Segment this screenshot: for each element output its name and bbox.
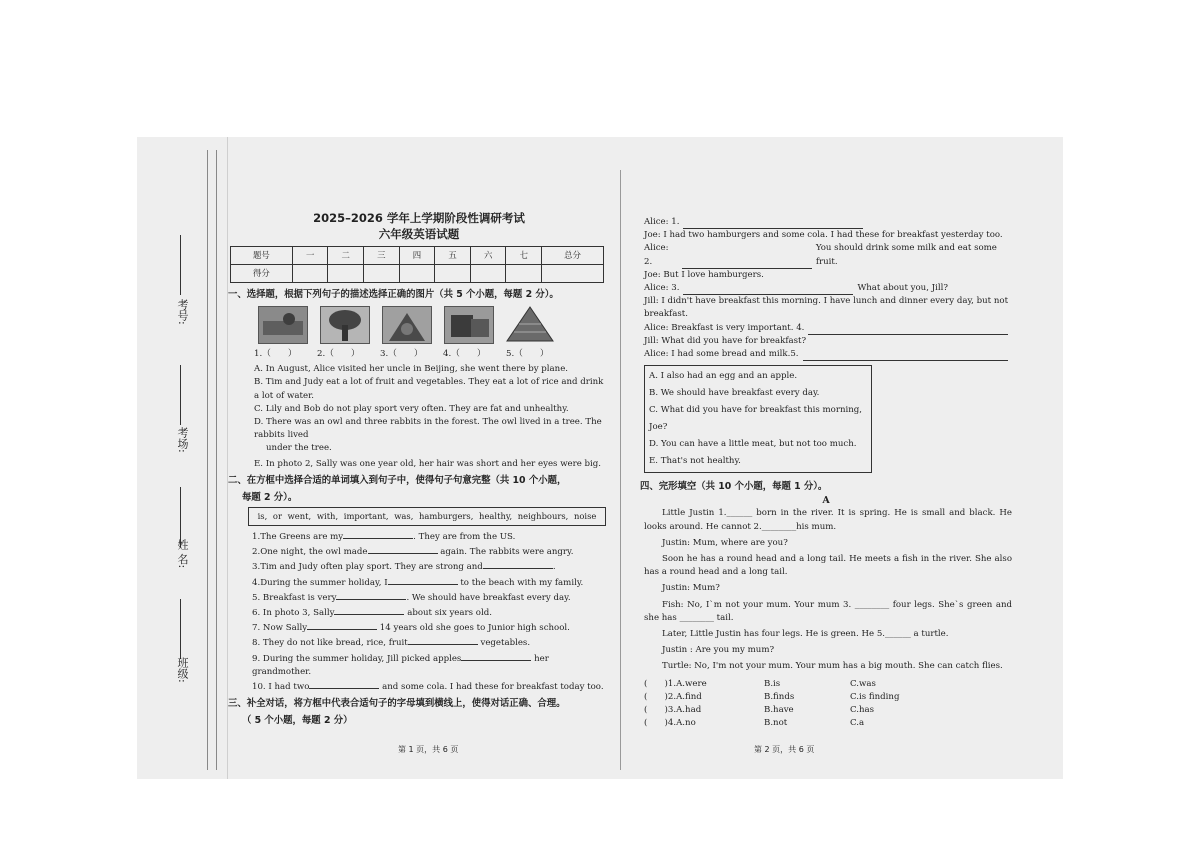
score-cell: 六 [470,247,506,265]
passage [640,507,1012,673]
exam-number-label: 考号: [176,299,189,325]
choice-option: E. That's not healthy. [649,456,741,467]
score-cell: 五 [435,247,471,265]
fill-item-text: . We should have breakfast every day. [406,592,571,603]
fill-item-text: again. The rabbits were angry. [437,547,574,558]
fill-item-text: . They are from the US. [413,532,516,543]
dialogue-blank[interactable] [808,325,1008,335]
fill-in-list [228,529,610,694]
score-input-cell[interactable] [435,265,471,283]
fill-blank[interactable] [368,544,438,554]
dialogue-line: Jill: I didn't have breakfast this morning. I have lunch and dinner every day, but not breakfast. [644,296,1009,320]
dialogue-speaker-text: Alice: Breakfast is very important. 4. [644,322,805,333]
score-input-cell[interactable] [506,265,542,283]
score-input-cell[interactable] [328,265,364,283]
fill-item-text: 2.One night, the owl made [252,547,368,558]
dialogue-followup-text: What about you, Jill? [857,283,948,294]
fill-item-text: 7. Now Sally [252,623,308,634]
section-4-heading: 四、完形填空（共 10 个小题，每题 1 分）。 [640,481,828,493]
answer-slots [254,348,610,361]
fill-item-text: vegetables. [477,638,531,649]
section-2-heading: 二、在方框中选择合适的单词填入到句子中，使得句子句意完整（共 10 个小题， [228,474,567,486]
word-bank: is, or went, with, important, was, hamburgers, healthy, neighbours, noise [248,507,606,526]
fill-item-text: 10. I had two [252,682,310,693]
fill-item-text: . [552,562,556,573]
fill-item-text: about six years old. [404,608,492,619]
fill-item [228,651,610,679]
score-table-header-row [231,247,604,265]
mc-choice[interactable]: C.was [850,678,876,689]
fill-item [228,620,610,635]
fill-item-text: 14 years old she goes to Junior high school. [377,623,570,634]
score-input-cell[interactable] [542,265,604,283]
binding-line [180,487,181,547]
fill-item-text: her grandmother. [252,653,549,677]
picture-plane-icon [258,306,308,344]
exam-title: 2025–2026 学年上学期阶段性调研考试 [313,211,525,225]
option-d: D. There was an owl and three rabbits in the forest. The owl lived in a tree. The rabbits lived [254,417,602,441]
mc-choice[interactable]: B.is [764,678,781,689]
option-d-continued: under the tree. [266,443,332,454]
dialogue-speaker-text: Alice: I had some bread and milk.5. [644,349,799,360]
score-cell: 题号 [231,247,293,265]
dialogue-blank[interactable] [683,219,863,229]
picture-tree-owl-icon [320,306,370,344]
mc-choice[interactable]: C.has [850,705,875,716]
dialogue [640,216,1012,361]
score-input-cell[interactable] [470,265,506,283]
fill-item-text: to the beach with my family. [457,577,584,588]
dialogue-followup-text: You should drink some milk and eat some fruit. [815,243,997,267]
score-table [230,246,604,283]
dialogue-line: Jill: What did you have for breakfast? [644,335,807,346]
right-page [640,216,1012,730]
dialogue-speaker-text: Alice: 3. [644,283,680,294]
score-input-cell[interactable] [399,265,435,283]
fill-item-text: 6. In photo 3, Sally [252,608,335,619]
fill-item [228,575,610,590]
fill-item-text: 1.The Greens are my [252,532,344,543]
mc-choice[interactable]: B.have [764,705,794,716]
dialogue-blank-line [644,282,1012,295]
mc-choice[interactable]: C.a [850,718,865,729]
fill-blank[interactable] [483,559,553,569]
binding-line [180,599,181,659]
binding-line [180,235,181,295]
dialogue-blank-line [644,242,1012,268]
fill-item [228,679,610,694]
left-page [228,210,610,728]
mc-choice[interactable]: ( )4.A.no [644,718,696,729]
fill-item [228,605,610,620]
mc-choice[interactable]: B.not [764,718,788,729]
choice-option: D. You can have a little meat, but not too much. [649,439,857,450]
fill-item-text: 5. Breakfast is very [252,592,337,603]
score-table-score-row [231,265,604,283]
choice-option: C. What did you have for breakfast this morning, Joe? [649,405,862,433]
page-footer-left: 第 1 页，共 6 页 [398,745,459,754]
fill-blank[interactable] [343,529,413,539]
passage-paragraph: Little Justin 1.______ born in the river. It is spring. He is small and black. He looks around. He cannot 2.________his mum. [644,508,1012,532]
page-footer-right: 第 2 页，共 6 页 [754,745,815,754]
mc-choice[interactable]: B.finds [764,691,795,702]
passage-paragraph: Fish: No, I`m not your mum. Your mum 3. ________ four legs. She`s green and she has ________ tail. [644,599,1012,623]
picture-food-pyramid-icon [506,306,554,342]
score-cell: 一 [292,247,328,265]
fill-item [228,559,610,574]
fill-item [228,529,610,544]
exam-room-label: 考场: [176,427,189,453]
answer-slot[interactable]: 4.（ ） [443,349,486,359]
dialogue-blank-line [644,348,1012,361]
section-3-heading: 三、补全对话，将方框中代表合适句子的字母填到横线上，使得对话正确、合理。 [228,698,566,710]
fill-blank[interactable] [336,590,406,600]
fill-blank[interactable] [461,651,531,661]
mc-question [640,717,1012,730]
answer-slot[interactable]: 2.（ ） [317,349,360,359]
choice-box [644,365,872,473]
section-2-heading-cont: 每题 2 分）。 [242,491,298,503]
fill-item [228,544,610,559]
mc-choice[interactable]: ( )2.A.find [644,691,702,702]
fill-blank[interactable] [334,605,404,615]
answer-slot[interactable]: 3.（ ） [380,349,423,359]
fill-item [228,590,610,605]
fill-item-text: 9. During the summer holiday, Jill picked apples [252,653,462,664]
mc-choice[interactable]: ( )1.A.were [644,678,707,689]
passage-paragraph: Later, Little Justin has four legs. He is green. He 5.______ a turtle. [662,629,949,640]
dialogue-blank-line [644,216,1012,229]
choice-option: B. We should have breakfast every day. [649,388,820,399]
passage-paragraph: Turtle: No, I'm not your mum. Your mum has a big mouth. She can catch flies. [662,661,1003,672]
answer-slot[interactable]: 5.（ ） [506,349,549,359]
score-cell: 七 [506,247,542,265]
fill-blank[interactable] [388,575,458,585]
score-cell: 得分 [231,265,293,283]
picture-photo-icon [444,306,494,344]
name-label: 姓 名: [176,539,189,569]
fill-item-text: and some cola. I had these for breakfast today too. [379,682,604,693]
seal-line [207,150,217,770]
option-a: A. In August, Alice visited her uncle in Beijing, she went there by plane. [254,364,569,375]
class-label: 班级: [176,657,189,683]
section-3-heading-cont: （ 5 个小题，每题 2 分） [242,715,353,727]
mc-question [640,678,1012,691]
mc-choice[interactable]: C.is finding [850,691,900,702]
score-cell: 二 [328,247,364,265]
binding-line [180,365,181,425]
option-c: C. Lily and Bob do not play sport very often. They are fat and unhealthy. [254,403,569,414]
multiple-choice-list [640,678,1012,731]
score-input-cell[interactable] [364,265,400,283]
dialogue-speaker-text: Alice: 1. [644,217,680,227]
picture-row [258,306,610,344]
exam-subtitle: 六年级英语试题 [378,227,460,241]
passage-paragraph: Justin : Are you my mum? [662,645,775,656]
option-e: E. In photo 2, Sally was one year old, her hair was short and her eyes were big. [254,458,602,469]
fill-blank[interactable] [307,620,377,630]
dialogue-blank[interactable] [682,259,812,269]
score-cell: 四 [399,247,435,265]
dialogue-blank[interactable] [803,351,1008,361]
score-cell: 总分 [542,247,604,265]
passage-label: A [822,495,830,507]
fill-item-text: 3.Tim and Judy often play sport. They are strong and [252,562,483,573]
passage-paragraph: Justin: Mum? [662,583,720,594]
passage-paragraph: Justin: Mum, where are you? [662,537,788,548]
fill-blank[interactable] [408,635,478,645]
fill-item-text: 4.During the summer holiday, I [252,577,388,588]
mc-question [640,691,1012,704]
option-b: B. Tim and Judy eat a lot of fruit and vegetables. They eat a lot of rice and drink a lot of water. [254,377,604,401]
page-divider [620,170,621,770]
passage-paragraph: Soon he has a round head and a long tail. He meets a fish in the river. She also has a round head and a long tail. [644,554,1012,578]
fill-item [228,635,610,650]
fill-blank[interactable] [309,679,379,689]
dialogue-speaker-text: Alice: 2. [644,243,669,267]
dialogue-blank[interactable] [683,285,853,295]
picture-people-icon [382,306,432,344]
mc-question [640,704,1012,717]
mc-choice[interactable]: ( )3.A.had [644,705,702,716]
fill-item-text: 8. They do not like bread, rice, fruit [252,638,408,649]
dialogue-line: Joe: I had two hamburgers and some cola. I had these for breakfast yesterday too. [644,230,1003,241]
score-input-cell[interactable] [292,265,328,283]
section-1-heading: 一、选择题，根据下列句子的描述选择正确的图片（共 5 个小题，每题 2 分）。 [228,289,559,300]
dialogue-line: Joe: But I love hamburgers. [644,269,764,280]
score-cell: 三 [364,247,400,265]
answer-slot[interactable]: 1.（ ） [254,349,297,359]
choice-option: A. I also had an egg and an apple. [649,371,798,382]
dialogue-blank-line [644,322,1012,335]
